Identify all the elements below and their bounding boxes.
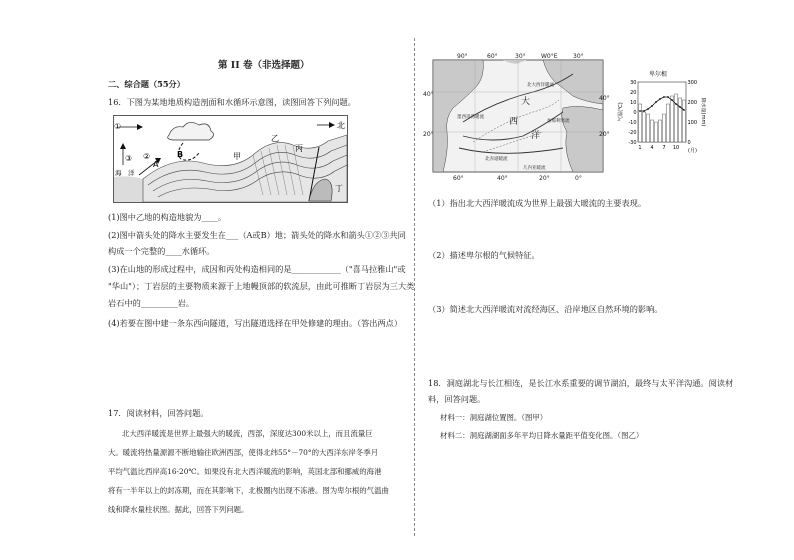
map-current-label-2: 北赤道暖流 <box>485 157 508 162</box>
q16-sub3c: 岩石中的_________岩。 <box>108 298 194 308</box>
temp-tick-label: -20 <box>628 129 637 136</box>
label-a: A <box>153 160 159 169</box>
q17-sub1: （1）指出北大西洋暖流成为世界上最强大暖流的主要表现。 <box>428 198 647 208</box>
map-top-label-4: W0°E <box>541 53 558 60</box>
temperature-point <box>651 105 653 107</box>
q17-para-line-5: 线和降水量柱状图。据此，回答下列问题。 <box>108 505 249 514</box>
label-yi: 乙 <box>271 134 279 143</box>
precip-bar <box>638 104 641 142</box>
map-current-label-3: 墨西哥湾暖流 <box>457 115 484 120</box>
q16-sub3b: "华山"）；丁岩层的主要物质来源于上地幔顶部的软流层，由此可推断丁岩层为三大类 <box>108 281 415 291</box>
temp-tick-label: 10 <box>630 99 637 106</box>
precip-axis-label: 降水量(mm) <box>700 97 706 127</box>
precip-bar <box>670 96 673 142</box>
month-tick-label: 10 <box>672 145 680 151</box>
map-right-label-2: 20° <box>599 131 610 138</box>
q17-intro: 17．阅读材料，回答问题。 <box>108 408 209 418</box>
map-bottom-label-3: 20° <box>539 175 550 182</box>
precip-bar <box>642 112 645 142</box>
column-divider <box>414 38 415 536</box>
q17-para-line-3: 平均气温比西岸高16-20℃。如果没有北大西洋暖流的影响，英国北部和挪威的海港 <box>108 467 382 476</box>
map-bottom-label-1: 60° <box>453 175 464 182</box>
map-region-xi: 西 <box>509 117 519 127</box>
precip-tick-label: 200 <box>687 99 698 106</box>
q17-para-line-4: 将有一半年以上的封冻期，而在其影响下，北极圈内出现不冻港。图为卑尔根的气温曲 <box>108 486 389 495</box>
map-region-yang: 洋 <box>531 131 541 141</box>
temperature-point <box>675 103 677 105</box>
geologic-section-diagram <box>113 115 348 203</box>
precip-tick-label: 300 <box>687 79 698 86</box>
temperature-point <box>655 101 657 103</box>
label-jia: 甲 <box>233 152 241 161</box>
q18-material-2: 材料二：洞庭湖湖面多年平均日降水量距平值变化图。（图乙） <box>440 431 644 440</box>
q16-sub2a: (2)图中箭头处的降水主要发生在___（A或B）地；箭头处的降水和箭头①②③共同 <box>108 230 406 240</box>
map-bottom-label-2: 40° <box>497 175 508 182</box>
precip-bar <box>650 120 653 142</box>
temp-axis-label: 气温(℃) <box>618 102 624 122</box>
map-right-label-1: 40° <box>599 95 610 102</box>
map-region-da: 大 <box>521 97 531 107</box>
precip-tick-label: 0 <box>687 139 691 146</box>
temperature-point <box>667 96 669 98</box>
map-bottom-label-4: 0° <box>575 175 582 182</box>
month-tick-label: 1 <box>638 145 642 151</box>
map-left-label-2: 20° <box>423 131 434 138</box>
month-tick-label: 4 <box>650 145 654 151</box>
temp-tick-label: 20 <box>630 89 637 96</box>
temperature-point <box>663 96 665 98</box>
chart-title: 卑尔根 <box>648 71 668 78</box>
precip-bar <box>666 104 669 142</box>
map-left-label-1: 40° <box>423 91 434 98</box>
circle-3-label: ③ <box>125 154 133 163</box>
temperature-point <box>679 106 681 108</box>
temp-tick-label: -30 <box>628 139 637 146</box>
temperature-point <box>659 98 661 100</box>
q16-intro: 16．下图为某地地质构造剖面和水循环示意图，读图回答下列问题。 <box>108 97 356 107</box>
q18-material-1: 材料一：洞庭湖位置图。（图甲） <box>440 413 548 422</box>
part-heading: 二、综合题（55分） <box>108 79 185 89</box>
north-atlantic-map <box>423 52 611 182</box>
temp-tick-label: 30 <box>630 79 637 86</box>
circle-1-label: ① <box>114 122 122 131</box>
label-b: B <box>177 150 184 159</box>
bergen-climate-chart <box>616 68 706 164</box>
q17-para-line-2: 大。暖流将热量源源不断地输往欧洲西部，使得北纬55°－70°的大西洋东岸冬季月 <box>108 448 379 457</box>
label-ding: 丁 <box>335 184 343 193</box>
q16-sub3a: (3)在山地的形成过程中，成因和丙处构造相同的是____________（"喜马拉雅山"或 <box>108 264 406 274</box>
map-top-label-2: 60° <box>487 53 498 60</box>
precip-bar <box>674 94 677 142</box>
q17-sub3: （3）简述北大西洋暖流对流经海区、沿岸地区自然环境的影响。 <box>428 304 663 314</box>
precip-bar <box>654 122 657 142</box>
north-label: 北 <box>337 121 345 130</box>
temperature-point <box>671 99 673 101</box>
precip-bar <box>658 120 661 142</box>
q18-intro-line-1: 18．洞庭湖北与长江相连，是长江水系重要的调节湖泊，最终与太平洋沟通。阅读材 <box>428 378 734 388</box>
q16-sub1: (1)图中乙地的构造地貌为____。 <box>108 212 227 222</box>
temperature-point <box>643 110 645 112</box>
precip-bar <box>682 100 685 142</box>
q16-sub4: (4)若要在图中建一条东西向隧道，写出隧道选择在甲处修建的理由。（答出两点） <box>108 318 403 328</box>
map-current-label-4: 加那利寒流 <box>547 119 570 124</box>
circle-2-label: ② <box>143 152 151 161</box>
temp-tick-label: -10 <box>628 119 637 126</box>
map-current-label-5: 几内亚暖流 <box>523 166 546 171</box>
precip-tick-label: 100 <box>687 119 698 126</box>
section-title: 第 II 卷（非选择题） <box>218 60 310 71</box>
sea-label: 海 洋 <box>115 169 135 177</box>
q17-sub2: （2）描述卑尔根的气候特征。 <box>428 250 540 260</box>
precip-bar <box>678 98 681 142</box>
precip-bar <box>646 114 649 142</box>
map-top-label-1: 90° <box>457 53 468 60</box>
map-top-label-3: 30° <box>515 53 526 60</box>
temperature-point <box>647 108 649 110</box>
temperature-point <box>639 110 641 112</box>
month-tick-label: 7 <box>662 145 666 151</box>
q17-para-line-1: 北大西洋暖流是世界上最强大的暖流，西部，深度达300米以上，而且流量巨 <box>122 429 373 438</box>
q18-intro-line-2: 料，回答问题。 <box>428 394 486 404</box>
map-top-label-5: 30° <box>573 53 584 60</box>
temperature-point <box>683 109 685 111</box>
q16-sub2b: 构成一个完整的____水循环。 <box>108 246 215 256</box>
temp-tick-label: 0 <box>633 109 637 116</box>
month-unit-label: (月) <box>688 148 697 154</box>
label-bing: 丙 <box>295 144 303 153</box>
precip-bar <box>662 114 665 142</box>
map-current-label-1: 北大西洋暖流 <box>527 83 554 88</box>
